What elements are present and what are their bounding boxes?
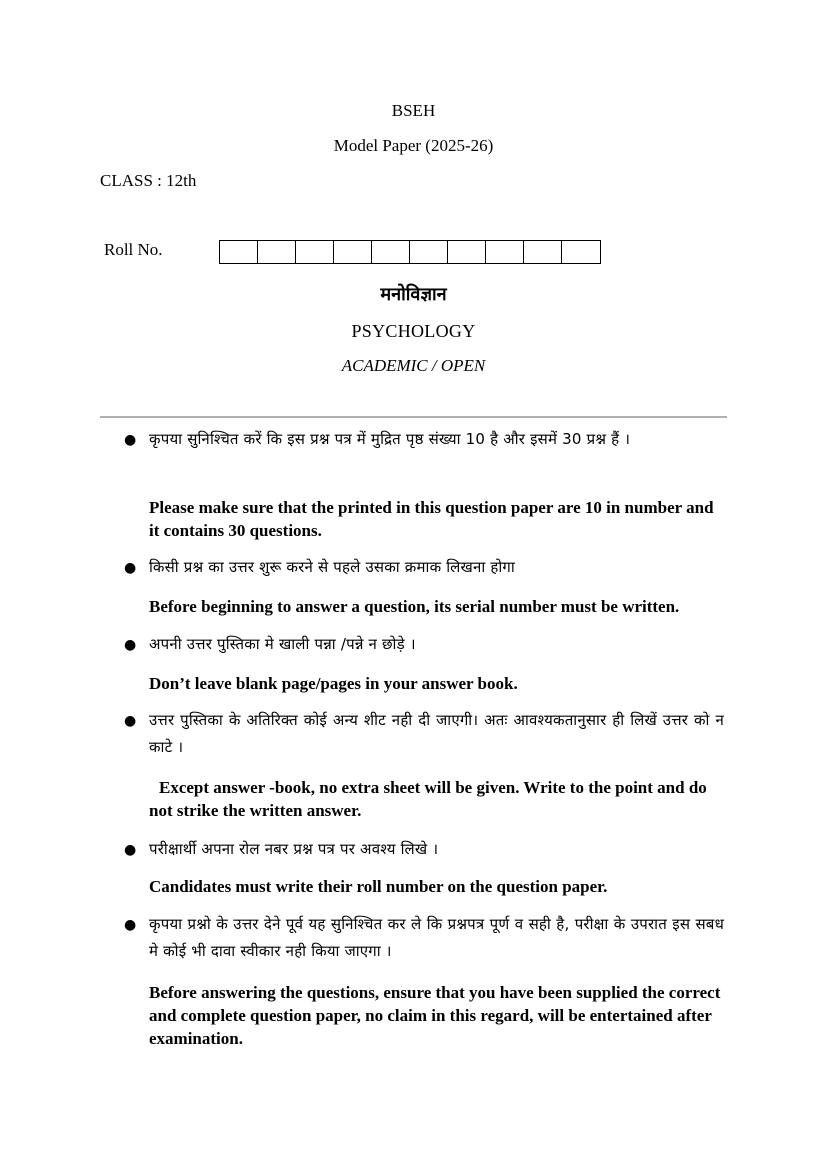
instruction-english: Before beginning to answer a question, its serial number must be written. (149, 597, 680, 616)
instruction-english: Before answering the questions, ensure that you have been supplied the correct and complete question paper, no claim in this regard, will be entertained after examination. (149, 983, 721, 1048)
roll-number-box (486, 241, 524, 263)
subject-title-english: PSYCHOLOGY (351, 321, 476, 341)
bullet-icon: ● (124, 637, 137, 653)
instruction-hindi: अपनी उत्तर पुस्तिका मे खाली पन्ना /पन्ने न छोड़े । (149, 635, 416, 653)
instruction-english: Don’t leave blank page/pages in your answer book. (149, 674, 518, 693)
roll-number-box (448, 241, 486, 263)
bullet-icon: ● (124, 560, 137, 576)
bullet-icon: ● (124, 713, 137, 729)
stream-label: ACADEMIC / OPEN (341, 356, 486, 375)
instruction-hindi: उत्तर पुस्तिका के अतिरिक्त कोई अन्य शीट नही दी जाएगी। अतः आवश्यकतानुसार ही लिखें उत्तर को न काटे । (149, 711, 724, 756)
roll-number-box (220, 241, 258, 263)
instruction-hindi: परीक्षार्थी अपना रोल नबर प्रश्न पत्र पर अवश्य लिखे । (149, 840, 439, 858)
bullet-icon: ● (124, 842, 137, 858)
instruction-hindi: कृपया प्रश्नो के उत्तर देने पूर्व यह सुनिश्चित कर ले कि प्रश्नपत्र पूर्ण व सही है, परीक्षा के उपरात इस सबध मे कोई भी दावा स्वीकार नही किया जाएगा । (149, 915, 724, 960)
bullet-icon: ● (124, 432, 137, 448)
header-divider (100, 416, 727, 418)
roll-number-box (562, 241, 600, 263)
roll-number-box (524, 241, 562, 263)
roll-number-box (410, 241, 448, 263)
instruction-hindi: किसी प्रश्न का उत्तर शुरू करने से पहले उसका क्रमाक लिखना होगा (149, 558, 515, 576)
instruction-english: Candidates must write their roll number on the question paper. (149, 877, 608, 896)
roll-number-box (258, 241, 296, 263)
subject-title-hindi: मनोविज्ञान (380, 284, 447, 305)
instruction-english: Except answer -book, no extra sheet will be given. Write to the point and do not strike the written answer. (149, 778, 707, 820)
board-name: BSEH (391, 101, 436, 120)
instruction-english: Please make sure that the printed in this question paper are 10 in number and it contains 30 questions. (149, 498, 714, 540)
roll-number-boxes (219, 240, 601, 264)
class-label: CLASS : 12th (100, 171, 197, 190)
model-paper-title: Model Paper (2025-26) (333, 136, 494, 155)
instruction-hindi: कृपया सुनिश्चित करें कि इस प्रश्न पत्र में मुद्रित पृष्ठ संख्या 10 है और इसमें 30 प्रश्न हैं । (149, 430, 631, 448)
roll-number-box (372, 241, 410, 263)
roll-number-box (334, 241, 372, 263)
roll-number-box (296, 241, 334, 263)
bullet-icon: ● (124, 917, 137, 933)
roll-number-label: Roll No. (104, 240, 163, 259)
